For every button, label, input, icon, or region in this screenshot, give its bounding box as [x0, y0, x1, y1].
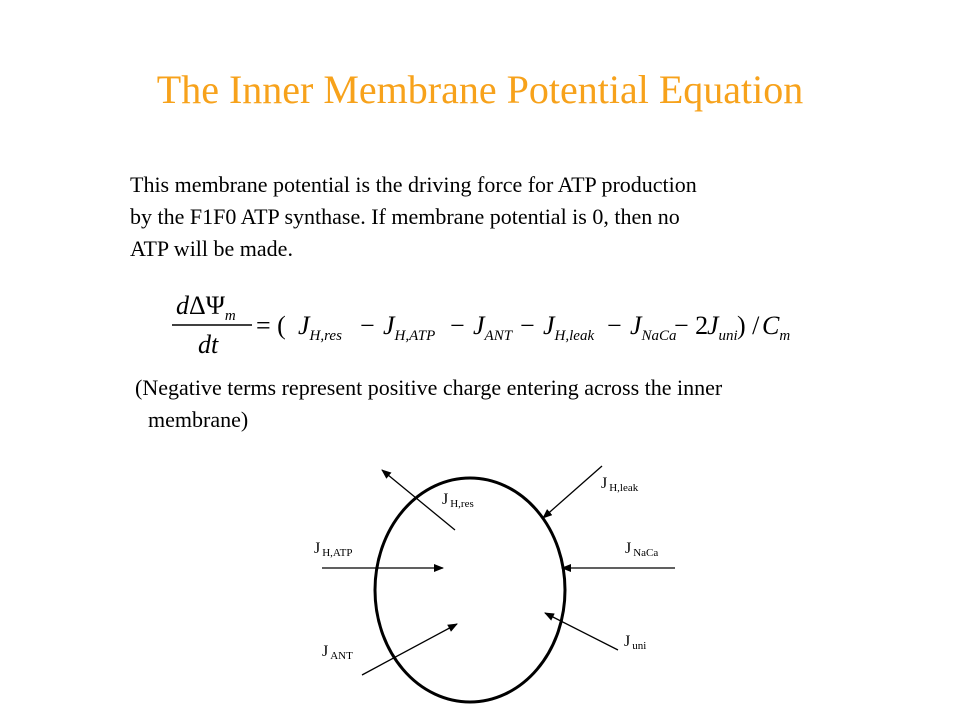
eq-term-j: J: [630, 311, 642, 340]
eq-term-6: [707, 311, 738, 344]
label-main: J: [322, 643, 329, 660]
membrane-potential-equation: [170, 284, 791, 364]
eq-term-sub: H,res: [309, 328, 342, 344]
eq-sign-5: −: [607, 311, 622, 340]
intro-paragraph: [130, 169, 850, 265]
eq-term-2: [383, 311, 435, 344]
label-sub: H,ATP: [322, 547, 353, 559]
note-line: (Negative terms represent positive charge entering across the inner: [135, 375, 723, 400]
paragraph-line: by the F1F0 ATP synthase. If membrane potential is 0, then no: [130, 204, 680, 229]
eq-term-3: [473, 311, 514, 344]
label-sub: uni: [632, 640, 647, 652]
eq-term-j: J: [298, 311, 310, 340]
label-j-h-atp: [314, 540, 353, 559]
label-j-h-res: [442, 491, 474, 510]
eq-term-j: J: [473, 311, 485, 340]
eq-denominator: dt: [198, 330, 219, 359]
inner-membrane-circle: [375, 478, 565, 702]
label-main: J: [624, 633, 631, 650]
eq-term-sub: NaCa: [641, 328, 677, 344]
eq-term-sub: H,leak: [554, 328, 595, 344]
eq-term-sub: uni: [718, 328, 738, 344]
mitochondrion-flux-diagram: [290, 450, 710, 710]
eq-capacitance: [762, 311, 790, 344]
eq-numerator-d: d: [176, 291, 189, 320]
svg-text:dΔΨm: [176, 291, 236, 324]
label-main: J: [625, 540, 632, 557]
flux-arrow-ant: [362, 624, 457, 675]
label-sub: ANT: [330, 650, 353, 662]
eq-sign-4: −: [520, 311, 535, 340]
label-j-naca: [625, 540, 658, 559]
label-sub: H,res: [450, 498, 474, 510]
eq-term-5: [630, 311, 677, 344]
label-j-ant: [322, 643, 353, 662]
eq-sign-2: −: [360, 311, 375, 340]
eq-term-4: [543, 311, 594, 344]
eq-equals-open: = (: [256, 311, 286, 340]
eq-term-sub: H,ATP: [394, 328, 436, 344]
note-line: membrane): [148, 407, 249, 432]
note-paragraph: [135, 372, 895, 436]
eq-sign-6: − 2: [674, 311, 709, 340]
flux-arrow-uni: [545, 613, 618, 650]
label-sub: NaCa: [633, 547, 659, 559]
label-j-uni: [624, 633, 646, 652]
eq-term-1: [298, 311, 342, 344]
label-main: J: [314, 540, 321, 557]
eq-term-j: J: [707, 311, 719, 340]
paragraph-line: ATP will be made.: [130, 236, 293, 261]
eq-term-j: J: [543, 311, 555, 340]
paragraph-line: This membrane potential is the driving force for ATP production: [130, 172, 697, 197]
label-j-h-leak: [601, 475, 639, 494]
eq-close-div: ) /: [737, 311, 760, 340]
eq-sign-3: −: [450, 311, 465, 340]
eq-c: C: [762, 311, 780, 340]
eq-term-j: J: [383, 311, 395, 340]
eq-term-sub: ANT: [484, 328, 513, 344]
label-sub: H,leak: [609, 482, 639, 494]
eq-numerator-sub: m: [224, 308, 236, 324]
flux-arrow-h-leak: [543, 466, 602, 518]
eq-c-sub: m: [779, 328, 791, 344]
label-main: J: [442, 491, 449, 508]
label-main: J: [601, 475, 608, 492]
slide-title: The Inner Membrane Potential Equation: [156, 67, 804, 112]
eq-numerator-delta-psi: ΔΨ: [189, 291, 225, 320]
